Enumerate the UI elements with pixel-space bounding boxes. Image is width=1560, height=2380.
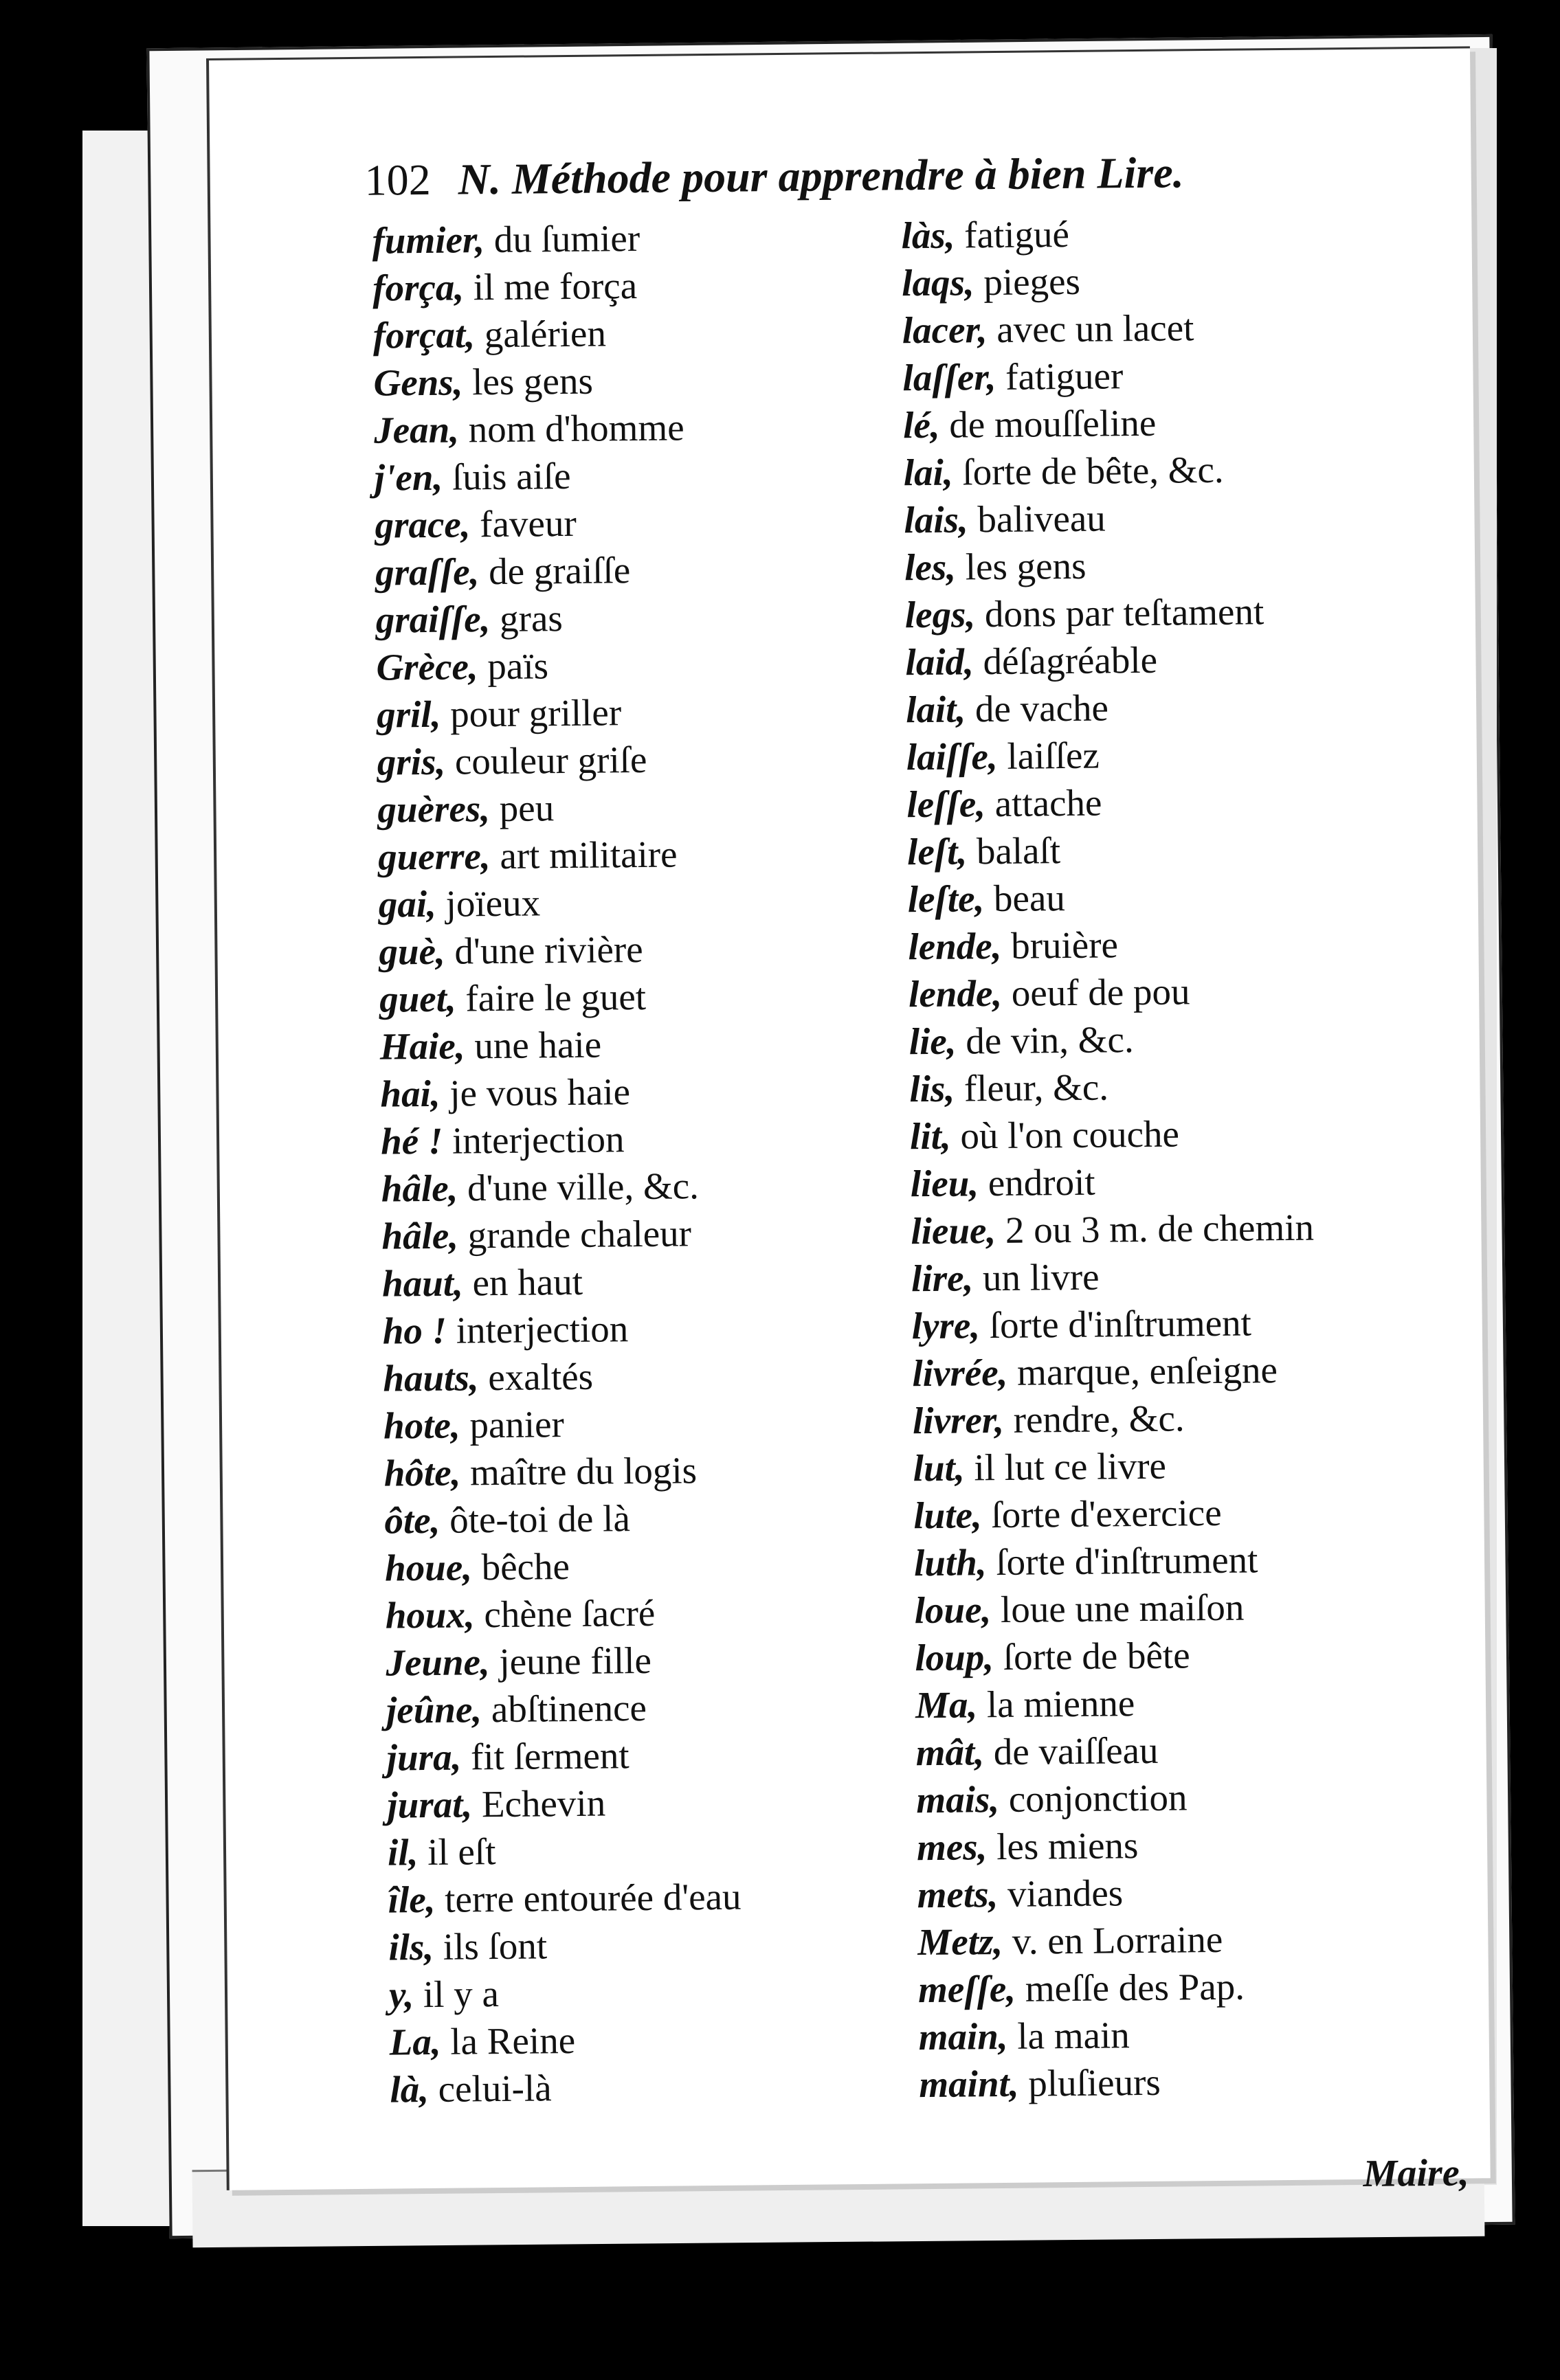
entry-headword: lais, [904,498,969,541]
dictionary-entry [374,403,727,454]
entry-gloss: nom d'homme [468,406,684,451]
dictionary-entry [902,350,1306,402]
entry-headword: jeûne, [386,1688,482,1731]
entry-headword: fumier, [372,218,485,262]
entry-headword: lieu, [910,1162,979,1205]
entry-gloss: les gens [471,359,594,403]
entry-headword: mais, [916,1778,1000,1821]
entry-headword: ils, [388,1925,434,1968]
entry-headword: lute, [913,1494,983,1537]
entry-gloss: de vin, &c. [965,1018,1134,1062]
entry-headword: legs, [904,593,976,636]
entry-gloss: v. en Lorraine [1012,1918,1223,1962]
entry-headword: hâle, [381,1214,459,1257]
entry-gloss: galérien [484,312,607,356]
entry-gloss: faire le guet [465,975,647,1020]
entry-gloss: rendre, &c. [1013,1397,1185,1441]
entry-gloss: dons par teſtament [984,590,1264,636]
entry-headword: hé ! [380,1119,443,1163]
entry-headword: forçat, [372,313,476,357]
entry-gloss: déſagréable [983,638,1158,683]
dictionary-entry [385,1541,738,1592]
entry-gloss: fit ſerment [470,1734,629,1778]
entry-gloss: ſuis aiſe [452,454,571,498]
dictionary-entry [906,777,1310,829]
entry-headword: La, [389,2020,441,2063]
entry-headword: lyre, [911,1304,981,1347]
entry-gloss: fatigué [963,212,1070,256]
entry-headword: luth, [913,1541,987,1584]
entry-headword: lé, [902,403,940,447]
entry-gloss: de graiſſe [488,549,631,593]
entry-headword: haut, [381,1261,464,1305]
dictionary-entry [372,214,725,265]
entry-gloss: viandes [1007,1872,1124,1915]
entry-headword: lacer, [902,308,988,352]
dictionary-entry [378,830,731,881]
dictionary-entry [386,1636,739,1687]
entry-gloss: 2 ou 3 m. de chemin [1005,1206,1315,1251]
entry-gloss: bruière [1010,923,1119,967]
dictionary-entry [375,498,728,549]
dictionary-entry [904,587,1308,639]
entry-headword: lai, [903,451,953,494]
dictionary-entry [379,925,732,976]
entry-gloss: d'une rivière [454,928,643,972]
dictionary-entry [383,1399,737,1450]
dictionary-entry [377,735,731,786]
dictionary-entry [909,1062,1313,1113]
dictionary-entry [377,783,731,833]
dictionary-entry [909,967,1312,1018]
dictionary-entry [376,640,729,691]
entry-headword: Jeune, [386,1641,490,1684]
entry-headword: mes, [916,1826,988,1869]
entry-gloss: de vache [974,686,1109,730]
dictionary-entry [380,1067,733,1118]
entry-gloss: grande chaleur [467,1212,692,1257]
entry-gloss: ſorte d'inſtrument [996,1538,1258,1584]
entry-gloss: beau [993,877,1066,920]
right-column [901,208,1322,2109]
entry-gloss: fleur, &c. [963,1066,1109,1110]
dictionary-entry [389,2015,742,2066]
entry-gloss: attache [994,781,1102,825]
entry-gloss: païs [487,644,549,688]
entry-gloss: ôte-toi de là [449,1497,631,1541]
entry-gloss: je vous haie [449,1070,631,1114]
entry-gloss: meſſe des Pap. [1025,1965,1245,2010]
entry-headword: leſſe, [906,783,986,826]
dictionary-entry [381,1162,734,1213]
entry-headword: leſte, [907,877,985,921]
entry-gloss: la mienne [986,1682,1135,1726]
entry-headword: ho ! [382,1309,447,1352]
entry-gloss: les miens [996,1824,1139,1868]
entry-headword: gris, [377,740,446,783]
entry-gloss: oeuf de pou [1011,970,1190,1014]
entry-headword: laqs, [901,261,974,304]
entry-gloss: interjection [456,1307,629,1351]
entry-gloss: ſorte d'exercice [991,1491,1222,1536]
entry-headword: laſſer, [902,355,996,399]
dictionary-entry [383,1351,736,1402]
entry-headword: jurat, [387,1783,473,1826]
dictionary-entry [903,398,1306,449]
dictionary-entry [918,1962,1322,2014]
entry-gloss: loue une maiſon [1000,1586,1245,1631]
entry-headword: hôte, [383,1451,461,1494]
dictionary-entry [906,730,1309,781]
entry-gloss: Echevin [481,1782,606,1826]
entry-headword: Metz, [917,1920,1003,1964]
entry-gloss: pour griller [449,691,622,735]
page-title: N. Méthode pour apprendre à bien Lire. [458,148,1184,204]
entry-headword: il, [387,1831,419,1874]
entry-headword: livrée, [912,1351,1008,1395]
entry-gloss: un livre [982,1255,1100,1299]
entry-gloss: ſorte de bête, &c. [962,448,1224,493]
entry-gloss: balaſt [976,829,1061,873]
dictionary-entry [910,1156,1313,1208]
dictionary-entry [377,688,730,739]
dictionary-entry [911,1204,1314,1255]
entry-headword: laid, [905,640,974,684]
entry-headword: guè, [379,930,446,973]
entry-headword: j'en, [374,456,443,499]
dictionary-entry [902,256,1305,307]
entry-gloss: celui-là [438,2067,552,2110]
dictionary-entry [904,445,1307,497]
dictionary-entry [901,208,1304,260]
dictionary-entry [376,593,729,644]
entry-gloss: la main [1017,2014,1130,2057]
entry-gloss: interjection [452,1118,625,1162]
entry-gloss: la Reine [450,2019,576,2063]
dictionary-entry [909,1014,1312,1066]
dictionary-entry [915,1678,1319,1729]
dictionary-entry [908,919,1311,971]
entry-gloss: joïeux [445,882,541,925]
dictionary-entry [381,1209,735,1260]
entry-headword: guerre, [377,835,491,878]
entry-gloss: fatiguer [1005,355,1124,398]
entry-headword: lende, [908,924,1002,968]
entry-gloss: d'une ville, &c. [467,1165,700,1209]
dictionary-entry [375,546,728,596]
dictionary-entry [913,1441,1316,1492]
entry-gloss: peu [499,787,555,829]
entry-headword: lut, [913,1446,965,1490]
entry-gloss: pluſieurs [1027,2061,1161,2104]
entry-headword: leſt, [906,830,968,873]
dictionary-entry [911,1299,1315,1350]
dictionary-entry [375,451,728,502]
entry-gloss: maître du logis [469,1449,698,1494]
entry-gloss: une haie [474,1023,602,1067]
dictionary-entry [913,1488,1317,1540]
entry-gloss: bêche [481,1545,570,1588]
dictionary-entry [387,1778,740,1829]
dictionary-entry [906,682,1309,734]
dictionary-entry [913,1393,1316,1445]
dictionary-entry [379,972,733,1023]
entry-headword: lait, [905,688,966,731]
entry-headword: lis, [909,1067,955,1110]
entry-gloss: pieges [983,260,1081,304]
entry-gloss: jeune fille [499,1639,652,1683]
entry-headword: livrer, [912,1398,1005,1442]
entry-gloss: les gens [965,544,1087,588]
dictionary-entry [917,1820,1320,1872]
entry-gloss: gras [499,597,564,640]
dictionary-entry [917,1915,1321,1966]
dictionary-entry [904,540,1308,592]
dictionary-entry [916,1773,1319,1824]
left-column [372,214,743,2113]
entry-headword: làs, [901,214,955,257]
dictionary-entry [386,1683,739,1734]
entry-gloss: ſorte d'inſtrument [989,1301,1252,1347]
dictionary-entry [388,1920,742,1971]
entry-headword: hauts, [383,1356,479,1400]
entry-headword: guères, [377,787,491,831]
dictionary-entry [379,1020,733,1070]
dictionary-entry [384,1494,737,1545]
entry-headword: houx, [385,1593,475,1637]
entry-gloss: du ſumier [493,216,640,260]
entry-headword: là, [390,2068,430,2111]
entry-gloss: chène ſacré [484,1591,656,1636]
entry-headword: y, [388,1973,414,2016]
entry-gloss: baliveau [977,497,1106,541]
dictionary-entry [372,261,726,312]
entry-headword: lire, [911,1257,974,1300]
entry-headword: hai, [380,1072,441,1115]
entry-headword: loup, [915,1636,994,1679]
entry-headword: les, [904,546,957,589]
entry-headword: Jean, [373,408,460,451]
dictionary-entry [378,877,731,928]
entry-gloss: avec un lacet [996,306,1194,350]
dictionary-entry [914,1583,1317,1635]
dictionary-entry [389,1968,742,2019]
dictionary-entry [382,1257,735,1307]
dictionary-entry [907,824,1311,876]
entry-gloss: exaltés [488,1355,594,1399]
entry-headword: lende, [908,972,1003,1015]
entry-gloss: art militaire [500,833,678,877]
entry-gloss: ils ſont [443,1924,548,1968]
entry-gloss: ſorte de bête [1003,1634,1190,1678]
entry-gloss: conjonction [1008,1776,1188,1820]
entry-gloss: il lut ce livre [974,1444,1167,1489]
dictionary-entry [907,872,1311,923]
dictionary-entry [373,356,726,407]
entry-headword: gai, [378,882,437,925]
entry-gloss: endroit [988,1160,1095,1204]
entry-headword: meſſe, [917,1967,1016,2011]
dictionary-entry [915,1725,1319,1777]
dictionary-entry [904,493,1307,544]
entry-gloss: marque, enſeigne [1016,1349,1278,1393]
dictionary-entry [385,1588,738,1639]
entry-gloss: panier [469,1403,565,1446]
entry-headword: hote, [383,1404,460,1447]
entry-headword: maint, [919,2062,1019,2106]
entry-headword: jura, [386,1736,462,1779]
dictionary-entry [910,1109,1313,1160]
entry-gloss: où l'on couche [960,1112,1180,1157]
entry-gloss: de vaiſſeau [993,1729,1159,1773]
entry-gloss: laiſſez [1007,734,1100,777]
entry-headword: lit, [909,1114,951,1158]
running-head [364,144,1464,216]
entry-headword: hâle, [381,1167,458,1210]
entry-gloss: couleur griſe [454,738,647,783]
dictionary-entry [381,1114,734,1165]
page-number: 102 [364,155,432,205]
entry-gloss: il me força [473,264,638,308]
entry-gloss: il eſt [427,1830,496,1874]
entry-headword: lieue, [911,1209,996,1253]
entry-headword: força, [372,266,465,309]
dictionary-entry [917,1867,1320,1919]
dictionary-entry [390,2063,743,2113]
catchword: Maire, [1363,2151,1469,2195]
entry-headword: main, [918,2014,1008,2058]
dictionary-entry [905,635,1308,686]
entry-headword: Grèce, [376,645,478,688]
dictionary-entry [373,308,726,359]
dictionary-entry [919,2057,1322,2109]
entry-headword: gril, [376,693,441,736]
dictionary-entry [383,1446,737,1497]
entry-headword: graſſe, [375,550,480,594]
dictionary-entry [388,1826,741,1876]
dictionary-entry [902,303,1306,355]
entry-headword: houe, [384,1546,473,1589]
entry-headword: mets, [917,1873,999,1916]
entry-headword: Gens, [373,361,463,404]
dictionary-entry [915,1630,1318,1682]
dictionary-entry [912,1346,1315,1397]
entry-gloss: abſtinence [491,1686,647,1731]
dictionary-entry [386,1731,739,1782]
entry-gloss: faveur [479,502,577,546]
entry-gloss: de mouſſeline [949,401,1157,446]
entry-headword: grace, [375,503,471,546]
entry-headword: île, [388,1878,436,1921]
entry-gloss: en haut [472,1260,583,1304]
entry-headword: loue, [914,1588,992,1632]
dictionary-entry [918,2010,1322,2061]
entry-headword: laiſſe, [906,734,998,778]
entry-headword: guet, [379,977,456,1020]
entry-headword: ôte, [384,1498,441,1542]
dictionary-entry [382,1304,735,1355]
entry-headword: Ma, [915,1683,978,1727]
entry-headword: mât, [915,1731,985,1774]
entry-gloss: terre entourée d'eau [444,1875,742,1920]
entry-headword: graiſſe, [375,598,491,641]
entry-gloss: il y a [423,1973,500,2016]
dictionary-entry [388,1873,741,1924]
book-page [206,46,1491,2195]
dictionary-entry [911,1251,1315,1303]
entry-headword: lie, [909,1020,957,1063]
dictionary-entry [914,1536,1317,1587]
entry-headword: Haie, [379,1024,465,1068]
